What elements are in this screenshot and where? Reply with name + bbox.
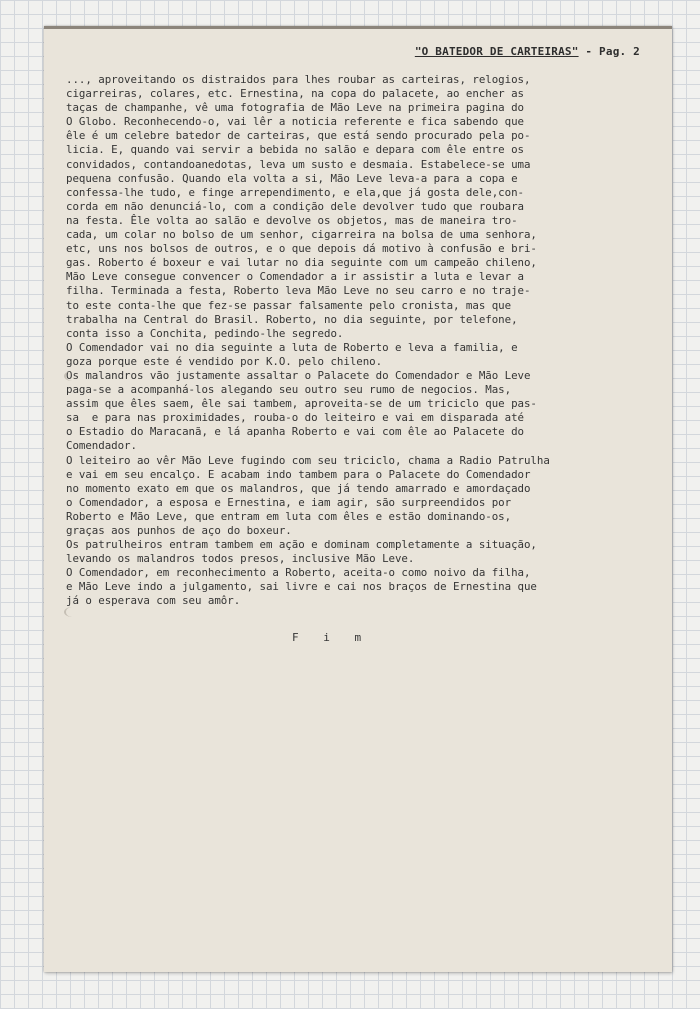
text-line: o Comendador, a esposa e Ernestina, e iam agir, são surpreendidos por	[66, 495, 512, 509]
text-line: ..., aproveitando os distraidos para lhes roubar as carteiras, relogios,	[66, 73, 531, 86]
punch-hole-mark	[64, 607, 80, 617]
text-line: taças de champanhe, vê uma fotografia de Mão Leve na primeira pagina do	[66, 101, 524, 115]
text-line: graças aos punhos de aço do boxeur.	[66, 524, 292, 537]
text-line: O Comendador vai no dia seguinte a luta de Roberto e leva a familia, e	[66, 340, 518, 354]
text-line: Os patrulheiros entram tambem em ação e dominam completamente a situação,	[66, 538, 537, 552]
punch-hole-mark	[64, 371, 80, 381]
document-title: "O BATEDOR DE CARTEIRAS"	[414, 45, 579, 58]
text-line: na festa. Êle volta ao salão e devolve os objetos, mas de maneira tro-	[66, 213, 518, 227]
text-line: Comendador.	[66, 439, 137, 453]
text-line: O Comendador, em reconhecimento a Roberto, aceita-o como noivo da filha,	[66, 566, 531, 580]
text-line: êle é um celebre batedor de carteiras, que está sendo procurado pela po-	[66, 129, 531, 143]
text-line: cada, um colar no bolso de um senhor, cigarreira na bolsa de uma senhora,	[66, 228, 537, 242]
text-line: o Estadio do Maracanã, e lá apanha Roberto e vai com êle ao Palacete do	[66, 425, 524, 439]
text-line: paga-se a acompanhá-los alegando seu outro seu rumo de negocios. Mas,	[66, 383, 512, 397]
text-line: trabalha na Central do Brasil. Roberto, no dia seguinte, por telefone,	[66, 312, 518, 326]
text-line: gas. Roberto é boxeur e vai lutar no dia seguinte com um campeão chileno,	[66, 256, 537, 270]
text-line: Mão Leve consegue convencer o Comendador a ir assistir a luta e levar a	[66, 270, 524, 284]
text-line: O leiteiro ao vêr Mão Leve fugindo com seu triciclo, chama a Radio Patrulha	[66, 453, 550, 467]
text-line: cigarreiras, colares, etc. Ernestina, na copa do palacete, ao encher as	[66, 87, 524, 101]
end-mark: F i m	[292, 631, 362, 644]
text-line: filha. Terminada a festa, Roberto leva Mão Leve no seu carro e no traje-	[66, 284, 531, 298]
text-line: e Mão Leve indo a julgamento, sai livre e cai nos braços de Ernestina que	[66, 580, 537, 594]
text-line: levando os malandros todos presos, inclusive Mão Leve.	[66, 552, 415, 566]
text-line: Roberto e Mão Leve, que entram em luta com êles e estão dominando-os,	[66, 509, 512, 523]
text-line: pequena confusão. Quando ela volta a si, Mão Leve leva-a para a copa e	[66, 171, 518, 185]
text-line: sa e para nas proximidades, rouba-o do leiteiro e vai em disparada até	[66, 411, 524, 425]
text-line: licia. E, quando vai servir a bebida no salão e depara com êle entre os	[66, 143, 524, 157]
text-line: convidados, contandoanedotas, leva um susto e desmaia. Estabelece-se uma	[66, 157, 531, 171]
body-text	[66, 73, 666, 609]
text-line: no momento exato em que os malandros, que já tendo amarrado e amordaçado	[66, 481, 531, 495]
text-line: O Globo. Reconhecendo-o, vai lêr a noticia referente e fica sabendo que	[66, 115, 524, 129]
text-line: assim que êles saem, êle sai tambem, aproveita-se de um triciclo que pas-	[66, 397, 537, 411]
text-line: goza porque este é vendido por K.O. pelo chileno.	[66, 354, 383, 368]
text-line: já o esperava com seu amôr.	[66, 594, 241, 608]
page-header	[415, 45, 640, 58]
text-line: conta isso a Conchita, pedindo-lhe segredo.	[66, 326, 344, 340]
typed-page	[44, 26, 672, 972]
page-number: - Pag. 2	[585, 45, 640, 58]
text-line: confessa-lhe tudo, e finge arrependimento, e ela,que já gosta dele,con-	[66, 185, 524, 199]
text-line: to este conta-lhe que fez-se passar falsamente pelo cronista, mas que	[66, 298, 512, 312]
text-line: etc, uns nos bolsos de outros, e o que depois dá motivo à confusão e bri-	[66, 242, 537, 256]
text-line: e vai em seu encalço. E acabam indo tambem para o Palacete do Comendador	[66, 467, 531, 481]
text-line: Os malandros vão justamente assaltar o Palacete do Comendador e Mão Leve	[66, 368, 531, 382]
text-line: corda em não denunciá-lo, com a condição dele devolver tudo que roubara	[66, 199, 524, 213]
